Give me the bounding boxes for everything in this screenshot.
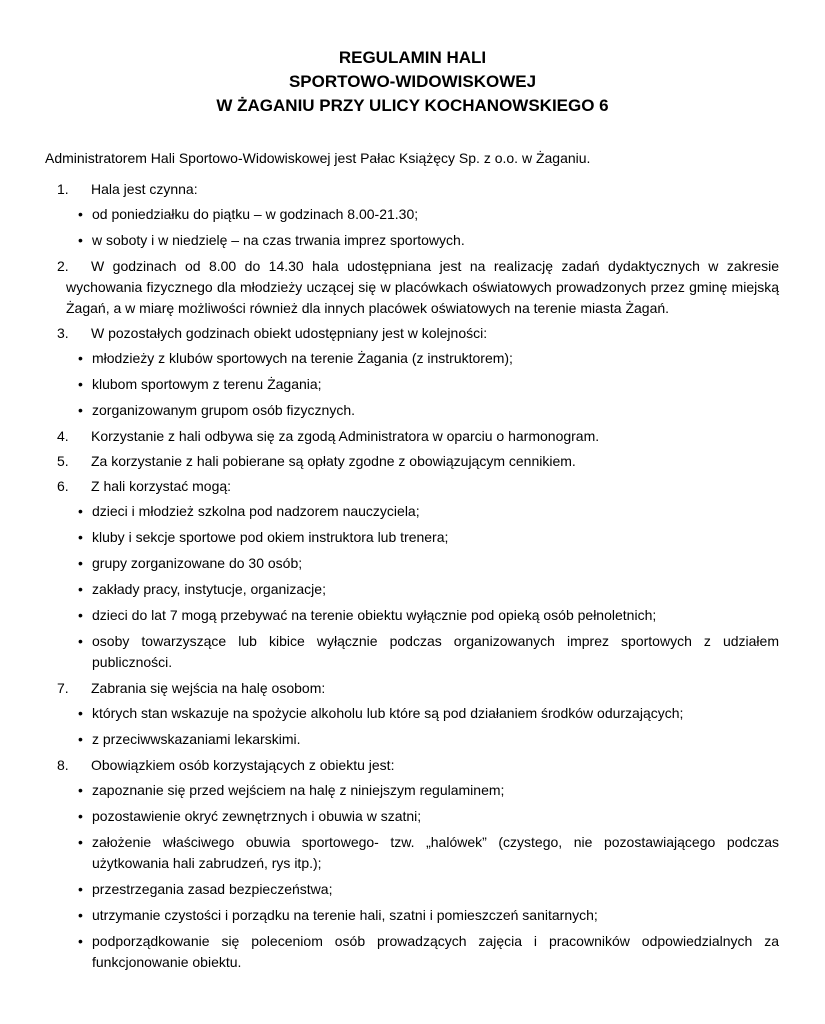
section-number: 7. xyxy=(57,680,69,696)
title-line: W ŻAGANIU PRZY ULICY KOCHANOWSKIEGO 6 xyxy=(216,96,609,115)
bullet-icon: • xyxy=(78,402,83,418)
section-number: 4. xyxy=(57,428,69,444)
bullet-item xyxy=(0,605,825,626)
section-number: 2. xyxy=(57,258,69,274)
section-item xyxy=(0,451,825,472)
bullet-item xyxy=(0,553,825,574)
bullet-text: założenie właściwego obuwia sportowego- tzw. „halówek” (czystego, nie pozostawiającego podczas użytkowania hali zabrudzeń, rys itp.); xyxy=(92,834,779,871)
bullet-item xyxy=(0,501,825,522)
bullet-icon: • xyxy=(78,705,83,721)
bullet-text: pozostawienie okryć zewnętrznych i obuwia w szatni; xyxy=(92,808,422,824)
bullet-text: dzieci do lat 7 mogą przebywać na terenie obiektu wyłącznie pod opieką osób pełnoletnich; xyxy=(92,607,657,623)
bullet-text: osoby towarzyszące lub kibice wyłącznie podczas organizowanych imprez sportowych z udziałem publiczności. xyxy=(92,633,779,670)
bullet-item xyxy=(0,348,825,369)
bullet-item xyxy=(0,374,825,395)
bullet-icon: • xyxy=(78,834,83,850)
bullet-item xyxy=(0,631,825,673)
bullet-icon: • xyxy=(78,808,83,824)
bullet-text: przestrzegania zasad bezpieczeństwa; xyxy=(92,881,333,897)
bullet-icon: • xyxy=(78,503,83,519)
bullet-item xyxy=(0,729,825,750)
bullet-item xyxy=(0,905,825,926)
bullet-item xyxy=(0,579,825,600)
bullet-text: zapoznanie się przed wejściem na halę z niniejszym regulaminem; xyxy=(92,782,505,798)
bullet-icon: • xyxy=(78,907,83,923)
bullet-text: zorganizowanym grupom osób fizycznych. xyxy=(92,402,356,418)
section-number: 3. xyxy=(57,325,69,341)
bullet-icon: • xyxy=(78,881,83,897)
section-text: Za korzystanie z hali pobierane są opłaty zgodne z obowiązującym cennikiem. xyxy=(91,453,576,469)
section-number: 8. xyxy=(57,757,69,773)
bullet-item xyxy=(0,204,825,225)
section-text: Z hali korzystać mogą: xyxy=(91,478,232,494)
section-text: Korzystanie z hali odbywa się za zgodą Administratora w oparciu o harmonogram. xyxy=(91,428,600,444)
bullet-icon: • xyxy=(78,232,83,248)
title-line: REGULAMIN HALI xyxy=(338,48,487,67)
section-text: Zabrania się wejścia na halę osobom: xyxy=(91,680,326,696)
section-item xyxy=(0,323,825,344)
bullet-icon: • xyxy=(78,933,83,949)
bullet-icon: • xyxy=(78,782,83,798)
intro-paragraph: Administratorem Hali Sportowo-Widowiskowej jest Pałac Książęcy Sp. z o.o. w Żaganiu. xyxy=(45,150,591,166)
bullet-icon: • xyxy=(78,581,83,597)
bullet-text: klubom sportowym z terenu Żagania; xyxy=(92,376,322,392)
bullet-item xyxy=(0,703,825,724)
regulations-list xyxy=(0,179,825,978)
bullet-text: których stan wskazuje na spożycie alkoholu lub które są pod działaniem środków odurzających; xyxy=(92,705,684,721)
section-text: Hala jest czynna: xyxy=(91,181,198,197)
bullet-item xyxy=(0,879,825,900)
bullet-item xyxy=(0,527,825,548)
document-title xyxy=(0,46,825,118)
section-text: Obowiązkiem osób korzystających z obiektu jest: xyxy=(91,757,395,773)
bullet-icon: • xyxy=(78,350,83,366)
section-number: 5. xyxy=(57,453,69,469)
section-text: W pozostałych godzinach obiekt udostępniany jest w kolejności: xyxy=(91,325,488,341)
section-item xyxy=(0,256,825,319)
bullet-text: utrzymanie czystości i porządku na terenie hali, szatni i pomieszczeń sanitarnych; xyxy=(92,907,598,923)
bullet-icon: • xyxy=(78,731,83,747)
bullet-icon: • xyxy=(78,633,83,649)
bullet-text: grupy zorganizowane do 30 osób; xyxy=(92,555,303,571)
bullet-text: młodzieży z klubów sportowych na terenie Żagania (z instruktorem); xyxy=(92,350,513,366)
bullet-text: od poniedziałku do piątku – w godzinach 8.00-21.30; xyxy=(92,206,419,222)
bullet-item xyxy=(0,230,825,251)
bullet-icon: • xyxy=(78,376,83,392)
bullet-icon: • xyxy=(78,607,83,623)
section-item xyxy=(0,678,825,699)
bullet-text: w soboty i w niedzielę – na czas trwania imprez sportowych. xyxy=(92,232,465,248)
bullet-item xyxy=(0,780,825,801)
bullet-item xyxy=(0,832,825,874)
section-item xyxy=(0,426,825,447)
section-item xyxy=(0,476,825,497)
bullet-text: podporządkowanie się poleceniom osób prowadzących zajęcia i pracowników odpowiedzialnych za funkcjonowanie obiektu. xyxy=(92,933,779,970)
section-item xyxy=(0,755,825,776)
section-text: W godzinach od 8.00 do 14.30 hala udostępniana jest na realizację zadań dydaktycznych w zakresie wychowania fizycznego dla młodzieży uczącej się w placówkach oświatowych prowadzonych przez gminę miejską Żagań, a w miarę możliwości również dla innych placówek oświatowych na terenie miasta Żagań. xyxy=(66,258,779,316)
bullet-text: dzieci i młodzież szkolna pod nadzorem nauczyciela; xyxy=(92,503,420,519)
section-item xyxy=(0,179,825,200)
bullet-icon: • xyxy=(78,555,83,571)
section-number: 6. xyxy=(57,478,69,494)
title-line: SPORTOWO-WIDOWISKOWEJ xyxy=(288,72,537,91)
bullet-text: kluby i sekcje sportowe pod okiem instruktora lub trenera; xyxy=(92,529,449,545)
bullet-item xyxy=(0,931,825,973)
bullet-text: z przeciwwskazaniami lekarskimi. xyxy=(92,731,301,747)
bullet-item xyxy=(0,400,825,421)
bullet-item xyxy=(0,806,825,827)
bullet-icon: • xyxy=(78,529,83,545)
bullet-text: zakłady pracy, instytucje, organizacje; xyxy=(92,581,326,597)
bullet-icon: • xyxy=(78,206,83,222)
section-number: 1. xyxy=(57,181,69,197)
